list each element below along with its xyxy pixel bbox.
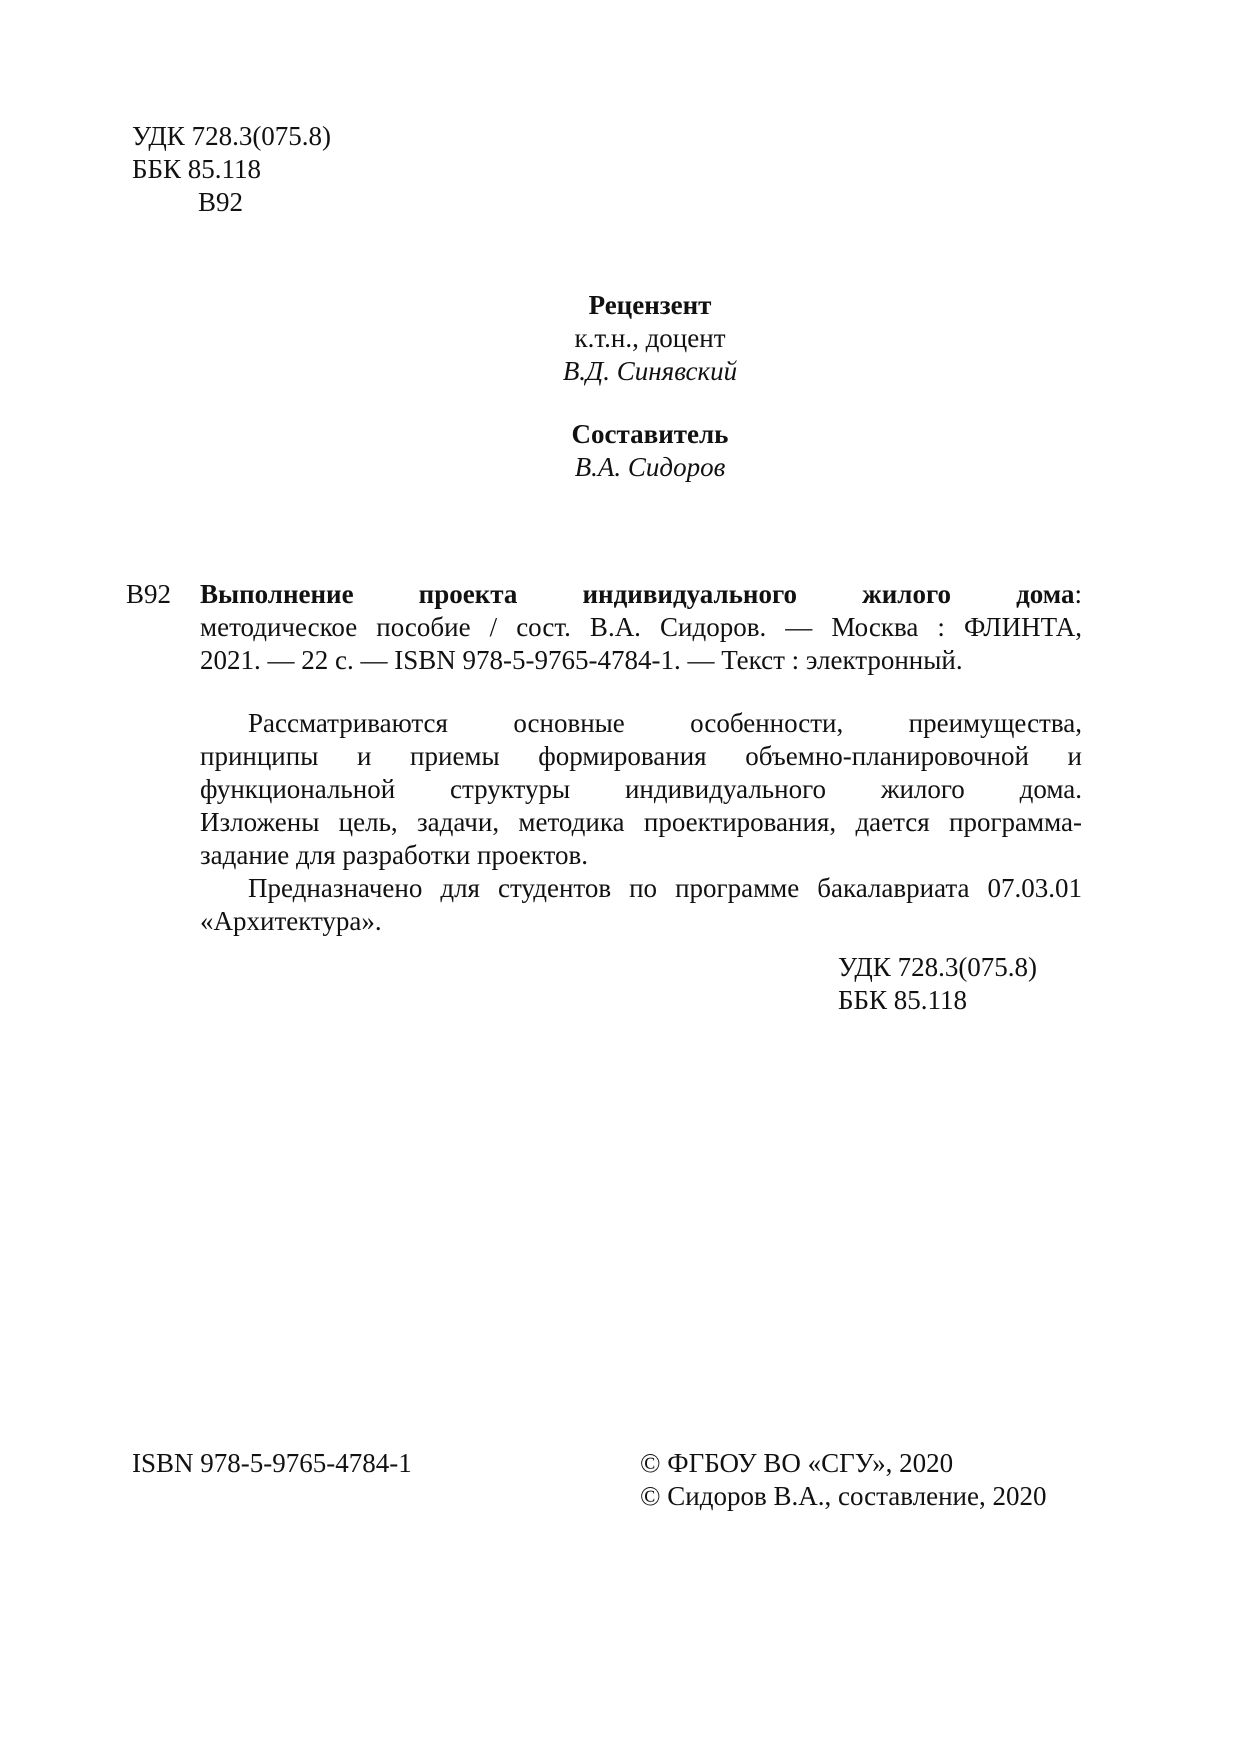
catalog-title-word: Выполнение bbox=[200, 579, 354, 609]
catalog-code: В92 bbox=[126, 579, 172, 609]
catalog-title bbox=[200, 578, 1082, 611]
reviewer-heading: Рецензент bbox=[588, 290, 712, 320]
isbn-number: ISBN 978-5-9765-4784-1 bbox=[132, 1448, 412, 1478]
top-bbk-code: ББК 85.118 bbox=[132, 154, 262, 184]
isbn-block bbox=[132, 1447, 412, 1480]
catalog-title-word-last: дома: bbox=[1016, 579, 1082, 609]
catalog-author-mark bbox=[126, 578, 171, 611]
compiler-block bbox=[480, 418, 820, 484]
top-classification-codes bbox=[132, 120, 331, 219]
catalog-title-word: индивидуального bbox=[582, 579, 798, 609]
top-author-mark: В92 bbox=[198, 187, 244, 217]
annotation-line: «Архитектура». bbox=[200, 906, 382, 936]
annotation-line: Рассматриваются основные особенности, преимущества, bbox=[248, 708, 1082, 738]
bottom-classification-codes bbox=[838, 951, 1037, 1017]
catalog-entry bbox=[200, 578, 1082, 677]
reviewer-name: В.Д. Синявский bbox=[562, 356, 738, 386]
catalog-line-2: методическое пособие / сост. В.А. Сидоров. — Москва : ФЛИНТА, bbox=[200, 612, 1082, 642]
reviewer-block bbox=[480, 289, 820, 388]
catalog-line-3: 2021. — 22 с. — ISBN 978-5-9765-4784-1. — Текст : электронный. bbox=[200, 645, 963, 675]
annotation-line: задание для разработки проектов. bbox=[200, 840, 588, 870]
annotation-line: Предназначено для студентов по программе бакалавриата 07.03.01 bbox=[248, 873, 1082, 903]
catalog-title-word: проекта bbox=[418, 579, 518, 609]
top-udk-code: УДК 728.3(075.8) bbox=[132, 121, 332, 151]
annotation-line: функциональной структуры индивидуального жилого дома. bbox=[200, 774, 1082, 804]
annotation bbox=[200, 707, 1082, 938]
compiler-heading: Составитель bbox=[571, 419, 729, 449]
bottom-bbk-code: ББК 85.118 bbox=[838, 985, 968, 1015]
copyright-block bbox=[640, 1447, 1046, 1513]
bottom-udk-code: УДК 728.3(075.8) bbox=[838, 952, 1038, 982]
copyright-publisher: © ФГБОУ ВО «СГУ», 2020 bbox=[640, 1448, 954, 1478]
catalog-title-word: жилого bbox=[862, 579, 952, 609]
compiler-name: В.А. Сидоров bbox=[574, 452, 726, 482]
annotation-line: Изложены цель, задачи, методика проектирования, дается программа- bbox=[200, 807, 1082, 837]
annotation-line: принципы и приемы формирования объемно-планировочной и bbox=[200, 741, 1082, 771]
reviewer-degree: к.т.н., доцент bbox=[574, 323, 726, 353]
copyright-author: © Сидоров В.А., составление, 2020 bbox=[640, 1481, 1047, 1511]
